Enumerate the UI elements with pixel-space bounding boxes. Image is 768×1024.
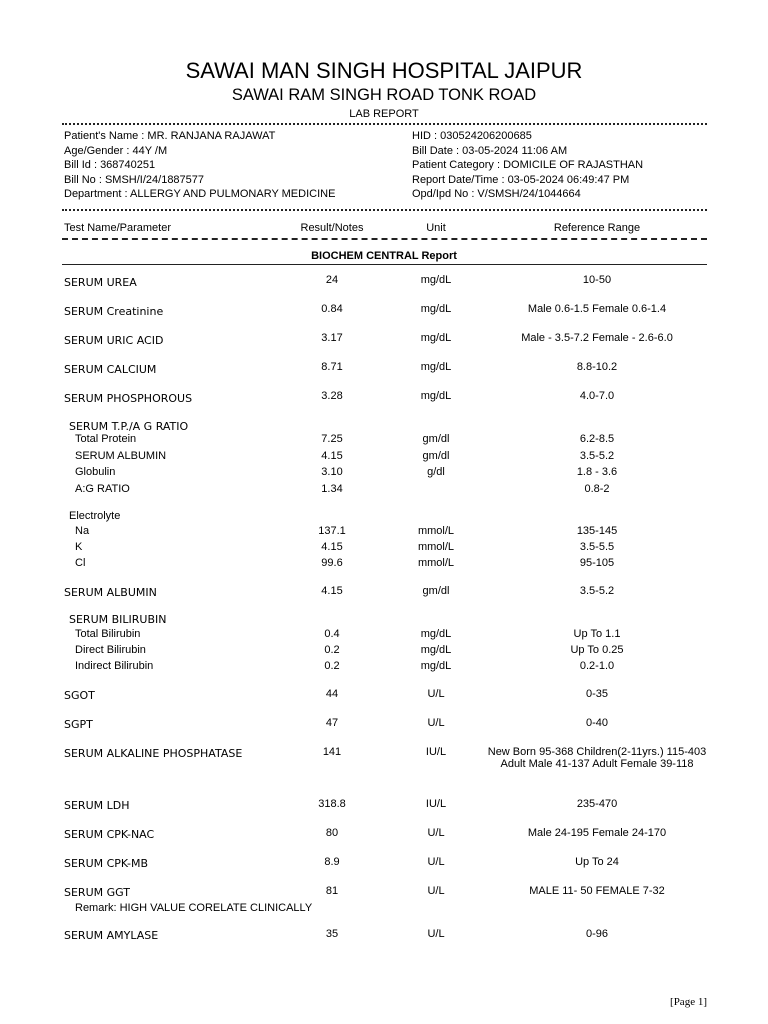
test-name: SERUM ALKALINE PHOSPHATASE xyxy=(64,747,243,760)
test-name: SERUM UREA xyxy=(64,276,137,289)
hospital-address: SAWAI RAM SINGH ROAD TONK ROAD xyxy=(231,86,537,104)
test-result: 3.28 xyxy=(321,390,343,402)
test-unit: mg/dL xyxy=(420,644,452,656)
test-range: 3.5-5.2 xyxy=(579,585,615,597)
test-name: SERUM Creatinine xyxy=(64,305,164,318)
sub-test-name: Na xyxy=(75,525,90,537)
report-title: LAB REPORT xyxy=(349,108,419,120)
section-title: BIOCHEM CENTRAL Report xyxy=(311,250,457,262)
test-unit: gm/dl xyxy=(422,433,450,445)
test-name: SGPT xyxy=(64,718,93,731)
test-result: 81 xyxy=(325,885,339,897)
test-unit: IU/L xyxy=(425,746,447,758)
test-remark: Remark: HIGH VALUE CORELATE CLINICALLY xyxy=(75,902,313,914)
col-header-range: Reference Range xyxy=(553,222,641,234)
col-header-result: Result/Notes xyxy=(300,222,364,234)
test-name: SERUM PHOSPHOROUS xyxy=(64,392,193,405)
test-result: 47 xyxy=(325,717,339,729)
test-result: 3.17 xyxy=(321,332,343,344)
test-range: 95-105 xyxy=(579,557,615,569)
col-header-unit: Unit xyxy=(426,222,446,234)
header-divider xyxy=(62,123,707,125)
section-divider xyxy=(62,264,707,265)
test-result: 141 xyxy=(322,746,342,758)
test-name: SERUM CPK-NAC xyxy=(64,828,155,841)
test-unit: U/L xyxy=(427,688,445,700)
test-result: 318.8 xyxy=(318,798,346,810)
test-result: 0.4 xyxy=(324,628,340,640)
test-unit: mg/dL xyxy=(420,390,452,402)
test-result: 0.84 xyxy=(321,303,343,315)
sub-test-name: Direct Bilirubin xyxy=(75,644,146,656)
test-range: 10-50 xyxy=(582,274,612,286)
patient-category: Patient Category : DOMICILE OF RAJASTHAN xyxy=(412,159,644,171)
group-name: Electrolyte xyxy=(69,510,121,522)
test-range: 0-40 xyxy=(585,717,609,729)
test-range: 3.5-5.2 xyxy=(579,450,615,462)
group-name: SERUM BILIRUBIN xyxy=(69,613,167,626)
group-name: SERUM T.P./A G RATIO xyxy=(69,420,189,433)
test-unit: mmol/L xyxy=(417,557,455,569)
test-name: SERUM CALCIUM xyxy=(64,363,157,376)
test-range: MALE 11- 50 FEMALE 7-32 xyxy=(529,885,665,897)
test-unit: U/L xyxy=(427,827,445,839)
test-name: SGOT xyxy=(64,689,95,702)
test-unit: U/L xyxy=(427,928,445,940)
test-unit: mg/dL xyxy=(420,361,452,373)
test-name: SERUM URIC ACID xyxy=(64,334,164,347)
test-range: Male 0.6-1.5 Female 0.6-1.4 xyxy=(527,303,667,315)
test-range: Up To 0.25 xyxy=(570,644,624,656)
test-result: 4.15 xyxy=(321,541,343,553)
test-result: 8.71 xyxy=(321,361,343,373)
test-unit: mg/dL xyxy=(420,303,452,315)
column-divider xyxy=(62,238,707,240)
test-result: 0.2 xyxy=(324,660,340,672)
patient-hid: HID : 030524206200685 xyxy=(412,130,532,142)
test-unit: U/L xyxy=(427,717,445,729)
patient-report-date: Report Date/Time : 03-05-2024 06:49:47 PM xyxy=(412,173,630,186)
test-range: 0.2-1.0 xyxy=(579,660,615,672)
test-result: 3.10 xyxy=(321,466,343,478)
test-name: SERUM AMYLASE xyxy=(64,929,159,942)
test-result: 80 xyxy=(325,827,339,839)
test-range: 135-145 xyxy=(576,525,618,537)
test-name: SERUM CPK-MB xyxy=(64,857,148,870)
test-range: 0.8-2 xyxy=(584,483,610,495)
patient-info-right xyxy=(412,129,643,202)
test-result: 4.15 xyxy=(321,450,343,462)
test-unit: mg/dL xyxy=(420,628,452,640)
page-number: [Page 1] xyxy=(670,996,707,1008)
patient-age-gender: Age/Gender : 44Y /M xyxy=(64,144,168,157)
patient-opd-no: Opd/Ipd No : V/SMSH/24/1044664 xyxy=(412,188,581,200)
sub-test-name: Total Bilirubin xyxy=(75,628,141,640)
test-range: Up To 1.1 xyxy=(573,628,621,640)
test-unit: g/dl xyxy=(427,466,445,478)
test-unit: mmol/L xyxy=(417,525,455,537)
test-result: 24 xyxy=(325,274,339,286)
test-name: SERUM GGT xyxy=(64,886,130,899)
sub-test-name: Total Protein xyxy=(75,433,137,445)
test-range: 3.5-5.5 xyxy=(579,541,615,553)
sub-test-name: Indirect Bilirubin xyxy=(75,660,154,672)
test-result: 1.34 xyxy=(321,483,343,495)
test-result: 99.6 xyxy=(321,557,343,569)
test-range: New Born 95-368 Children(2-11yrs.) 115-403 Adult Male 41-137 Adult Female 39-118 xyxy=(487,746,707,770)
sub-test-name: Cl xyxy=(75,557,86,569)
test-unit: U/L xyxy=(427,885,445,897)
test-name: SERUM ALBUMIN xyxy=(64,586,157,599)
test-unit: mg/dL xyxy=(420,274,452,286)
test-result: 44 xyxy=(325,688,339,700)
test-range: 235-470 xyxy=(576,798,618,810)
sub-test-name: A:G RATIO xyxy=(75,483,130,495)
test-result: 4.15 xyxy=(321,585,343,597)
patient-name: Patient's Name : MR. RANJANA RAJAWAT xyxy=(64,130,276,142)
test-result: 0.2 xyxy=(324,644,340,656)
test-range: 1.8 - 3.6 xyxy=(576,466,618,478)
test-range: 6.2-8.5 xyxy=(579,433,615,445)
patient-department: Department : ALLERGY AND PULMONARY MEDICINE xyxy=(64,188,336,200)
sub-test-name: SERUM ALBUMIN xyxy=(75,450,167,462)
test-unit: gm/dl xyxy=(422,585,450,597)
patient-bill-no: Bill No : SMSH/I/24/1887577 xyxy=(64,173,205,186)
test-range: 8.8-10.2 xyxy=(576,361,618,373)
test-range: 0-96 xyxy=(585,928,609,940)
test-result: 7.25 xyxy=(321,433,343,445)
test-range: Male 24-195 Female 24-170 xyxy=(527,827,667,839)
test-range: Male - 3.5-7.2 Female - 2.6-6.0 xyxy=(521,332,673,344)
col-header-test: Test Name/Parameter xyxy=(64,222,171,234)
test-name: SERUM LDH xyxy=(64,799,130,812)
sub-test-name: Globulin xyxy=(75,466,116,478)
test-range: 4.0-7.0 xyxy=(579,390,615,402)
sub-test-name: K xyxy=(75,541,83,553)
test-result: 137.1 xyxy=(318,525,346,537)
test-range: Up To 24 xyxy=(575,856,619,868)
info-divider xyxy=(62,209,707,211)
test-unit: mg/dL xyxy=(420,660,452,672)
test-unit: gm/dl xyxy=(422,450,450,462)
patient-bill-id: Bill Id : 368740251 xyxy=(64,159,156,171)
test-result: 35 xyxy=(325,928,339,940)
test-unit: mmol/L xyxy=(417,541,455,553)
patient-info-left xyxy=(64,129,335,202)
patient-bill-date: Bill Date : 03-05-2024 11:06 AM xyxy=(412,144,568,157)
test-unit: IU/L xyxy=(425,798,447,810)
test-result: 8.9 xyxy=(324,856,340,868)
test-unit: U/L xyxy=(427,856,445,868)
test-range: 0-35 xyxy=(585,688,609,700)
test-unit: mg/dL xyxy=(420,332,452,344)
hospital-name: SAWAI MAN SINGH HOSPITAL JAIPUR xyxy=(185,58,583,83)
